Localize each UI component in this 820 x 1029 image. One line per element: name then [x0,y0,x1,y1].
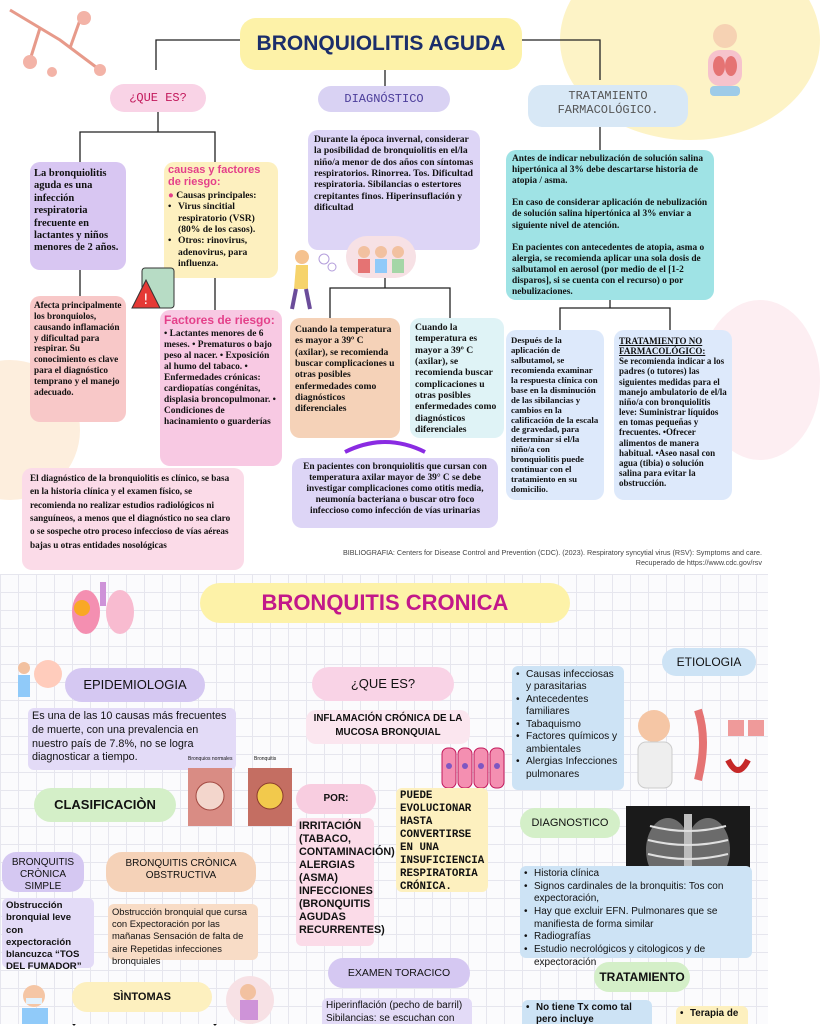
lungs-illustration [0,0,112,80]
salbutamol-box: Después de la aplicación de salbutamol, se recomienda examinar la respuesta clínica con base en la disminución de las sibilancias y cambios en la calificación de la escala de gravedad, para determinar si el/la niño/a con bronquiolitis puede continuar con el tratamiento en su domicilio. [506,330,604,500]
terapia-list [680,1008,744,1020]
que-es-bottom-label: ¿QUE ES? [312,667,454,701]
list-item: • Otros: rinovirus, adenovirus, para influenza. [168,235,274,269]
etiologia-label: ETIOLOGIA [662,648,756,676]
causas-list [168,201,274,269]
list-item: • Tabaquismo [516,719,620,731]
factores-text: • Lactantes menores de 6 meses. • Prematuros o bajo peso al nacer. • Exposición al humo del tabaco. • Enfermedades crónicas: cardiopatías congénitas, displasia broncopulmonar. • Condiciones de hacinamiento o guarderías [164,328,276,428]
tratamiento-text-box: Antes de indicar nebulización de solución salina hipertónica al 3% debe descartarse historia de atopia / asma. En caso de considerar aplicación de nebulización de solución salina hipertónica al 3% enviar a siguiente nivel de atención. En pacientes con antecedentes de atopia, asma o alergia, se recomienda aplicar una sola dosis de salbutamol en aerosol (por medio de el [1-2 disparos], si se cuenta con el recurso) o por nebulizaciones. [506,150,714,300]
sick-woman-illustration [10,980,60,1024]
baby-lungs-illustration [690,20,760,100]
list-item: • Historia clínica [524,868,748,881]
temperatura-left-box: Cuando la temperatura es mayor a 39º C (axilar), se recomienda buscar complicaciones u otras posibles enfermedades como diagnósticos diferenciales [290,318,400,438]
causas-intro: ● Causas principales: [168,190,257,202]
list-item: • Terapia de [680,1008,744,1020]
afecta-box: Afecta principalmente los bronquiolos, causando inflamación y dificultad para respirar. Su conocimiento es clave para el diagnóstico temprano y el manejo adecuado. [30,296,126,422]
lungs-icon [62,578,142,640]
no-farmacologico-title: TRATAMIENTO NO FARMACOLÓGICO: [619,336,706,357]
list-item: • Antecedentes familiares [516,694,620,719]
bronchi-images [186,756,296,832]
bronquitis-obstructiva-label: BRONQUITIS CRÒNICA OBSTRUCTIVA [106,852,256,892]
diagnostico-text-box: Durante la época invernal, considerar la posibilidad de bronquiolitis en el/la niño/a menor de dos años con síntomas respiratorios. Rinorrea. Tos. Dificultad respiratoria. Sibilancias o estertores crepitantes finos. Hiperinsuflación y dificultad [308,130,480,250]
list-item: • Causas infecciosas y parasitarias [516,669,620,694]
image-label-bronquitis: Bronquitis [254,756,277,762]
examen-toracico-text: Hiperinflación (pecho de barril) Sibilancias: se escuchan con [322,998,472,1024]
diagnostico-list [524,868,748,970]
list-item: • Signos cardinales de la bronquitis: Tos con expectoración, [524,881,748,906]
bronquitis-simple-label: BRONQUITIS CRÒNICA SIMPLE [2,852,84,892]
list-item: • Virus sincitial respiratorio (VSR) (80% de los casos). [168,201,274,235]
terapia-box [676,1006,748,1024]
list-item: • No tiene Tx como tal pero incluye [526,1002,648,1026]
que-es-label: ¿QUE ES? [110,84,206,112]
causas-box [164,162,278,278]
scientist-illustration [10,654,64,704]
epidemiologia-label: EPIDEMIOLOGIA [65,668,205,702]
list-item: • Factores químicos y ambientales [516,731,620,756]
bronchial-cells-illustration [440,742,506,790]
sick-people-illustration [346,236,416,278]
list-item: • Alergias Infecciones pulmonares [516,756,620,781]
clasificacion-label: CLASIFICACIÒN [34,788,176,822]
temperatura-right-box: Cuando la temperatura es mayor a 39º C (axilar), se recomienda buscar complicaciones u otras posibles enfermedades como diagnósticos diferenciales [410,318,504,438]
etiologia-list [516,669,620,781]
coughing-man-illustration [628,700,768,792]
coughing-person-illustration [284,245,340,311]
por-label: POR: [296,784,376,814]
por-text: IRRITACIÓN (TABACO, CONTAMINACIÓN) ALERGIAS (ASMA) INFECCIONES (BRONQUITIS AGUDAS RECURRENTES) [296,818,374,946]
sintomas-label: SÌNTOMAS [72,982,212,1012]
definicion-box: La bronquiolitis aguda es una infección respiratoria frecuente en lactantes y niños menores de 2 años. [30,162,126,270]
diagnostico-label: DIAGNÓSTICO [318,86,450,112]
list-item: • Hay que excluir EFN. Pulmonares que se manifiesta de forma similar [524,906,748,931]
tratamiento-label: TRATAMIENTO FARMACOLÓGICO. [528,85,688,127]
causas-title: causas y factores de riesgo: [168,164,261,188]
complicaciones-box: En pacientes con bronquiolitis que cursan con temperatura axilar mayor de 39° C se debe investigar complicaciones como otitis media, neumonía bacteriana o buscar otro foco infeccioso como infección de vías urinarias [292,458,498,528]
examen-toracico-label: EXAMEN TORACICO [328,958,470,988]
obstructiva-text: Obstrucción bronquial que cursa con Expectoración por las mañanas Sensación de falta de aire Repetidas infecciones bronquiales [108,904,258,960]
factores-title: Factores de riesgo: [164,313,275,327]
no-farmacologico-box [614,330,732,500]
factores-box [160,310,282,466]
tratamiento-bottom-label: TRATAMIENTO [594,962,690,992]
diagnostico-clinico-box: El diagnóstico de la bronquiolitis es clínico, se basa en la historia clínica y el examen físico, se recomienda no realizar estudios radiológicos ni sanguíneos, a menos que el diagnóstico no sea claro o se sospeche otro proceso infeccioso de vías aéreas bajas u otras entidades nosológicas [22,468,244,570]
inflamacion-text: INFLAMACIÓN CRÓNICA DE LA MUCOSA BRONQUIAL [306,710,470,744]
etiologia-list-box [512,666,624,790]
no-farmacologico-text: Se recomienda indicar a los padres (o tutores) las siguientes medidas para el manejo ambulatorio de el/la niño/a con bronquiolitis leve: Suministrar líquidos en tomas pequeñas y frecuentes. •Ofrecer alimentos de manera habitual. •Aseo nasal con agua (tibia) o solución salina para evitar la obstrucción. [619,356,727,489]
image-label-normal: Bronquios normales [188,756,233,762]
diagnostico-bottom-label: DIAGNOSTICO [520,808,620,838]
epidemiologia-text: Es una de las 10 causas más frecuentes de muerte, con una prevalencia en nuestro país de 7.8%, no se logra diagnosticar a tiempo. [28,708,236,770]
bibliografia: BIBLIOGRAFIA: Centers for Disease Control and Prevention (CDC). (2023). Respiratory syncytial virus (RSV): Symptoms and care. Recuperado de https://www.cdc.gov/rsv [342,548,762,567]
diagnostico-list-box [520,866,752,968]
tratamiento-list [526,1002,648,1026]
svg-text:!: ! [143,292,149,308]
warning-icon [128,266,178,314]
section-title: BRONQUITIS CRONICA [200,583,570,623]
tratamiento-item-box [522,1000,652,1024]
list-item: • Radiografías [524,931,748,944]
coughing-woman-illustration [226,976,274,1024]
puede-evolucionar-text: PUEDE EVOLUCIONAR HASTA CONVERTIRSE EN UNA INSUFICIENCIA RESPIRATORIA CRÓNICA. [396,788,488,892]
page-title: BRONQUIOLITIS AGUDA [240,18,522,70]
list-item: • Estudio necrológicos y citologicos y de expectoración [524,944,748,969]
simple-text: Obstrucción bronquial leve con expectoración blancuzca “TOS DEL FUMADOR” [2,898,94,968]
